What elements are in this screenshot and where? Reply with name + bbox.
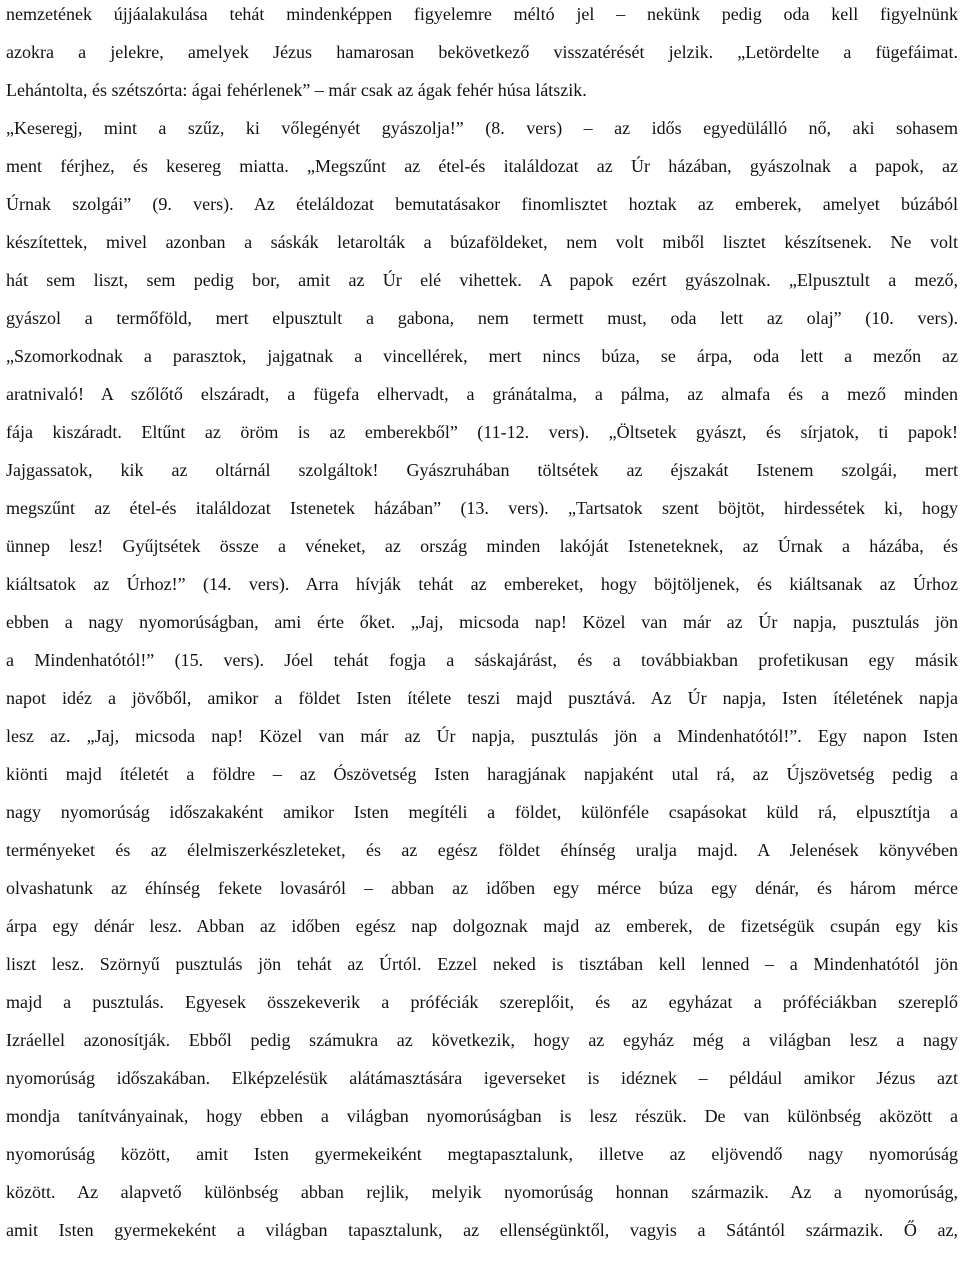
text-line: Izráellel azonosítják. Ebből pedig számukra az következik, hogy az egyház még a világban lesz a nagy xyxy=(6,1030,958,1050)
text-line: ment férjhez, és kesereg miatta. „Megszűnt az étel-és italáldozat az Úr házában, gyászolnak a papok, az xyxy=(6,156,958,176)
text-line: nagy nyomorúság időszakaként amikor Isten megítéli a földet, különféle csapásokat küld rá, elpusztítja a xyxy=(6,802,958,822)
text-line: napot idéz a jövőből, amikor a földet Isten ítélete teszi majd pusztává. Az Úr napja, Isten ítéletének napja xyxy=(6,688,958,708)
text-line: „Keseregj, mint a szűz, ki vőlegényét gyászolja!” (8. vers) – az idős egyedülálló nő, aki sohasem xyxy=(6,118,958,138)
text-line: amit Isten gyermekeként a világban tapasztalunk, az ellenségünktől, vagyis a Sátántól származik. Ő az, xyxy=(6,1220,958,1240)
text-line: Úrnak szolgái” (9. vers). Az ételáldozat bemutatásakor finomlisztet hoztak az emberek, amelyet búzából xyxy=(6,194,958,214)
text-line: ebben a nagy nyomorúságban, ami érte őket. „Jaj, micsoda nap! Közel van már az Úr napja, pusztulás jön xyxy=(6,612,958,632)
text-line: kiáltsatok az Úrhoz!” (14. vers). Arra hívják tehát az embereket, hogy böjtöljenek, és kiáltsanak az Úrhoz xyxy=(6,574,958,594)
text-line: „Szomorkodnak a parasztok, jajgatnak a vincellérek, mert nincs búza, se árpa, oda lett a mezőn az xyxy=(6,346,958,366)
text-line: nemzetének újjáalakulása tehát mindenképpen figyelemre méltó jel – nekünk pedig oda kell figyelnünk xyxy=(6,4,958,24)
text-line: aratnivaló! A szőlőtő elszáradt, a fügefa elhervadt, a gránátalma, a pálma, az almafa és a mező minden xyxy=(6,384,958,404)
text-line: fája kiszáradt. Eltűnt az öröm is az emberekből” (11-12. vers). „Öltsetek gyászt, és sírjatok, ti papok! xyxy=(6,422,958,442)
text-line: mondja tanítványainak, hogy ebben a világban nyomorúságban is lesz részük. De van különbség aközött a xyxy=(6,1106,958,1126)
text-line: Jajgassatok, kik az oltárnál szolgáltok! Gyászruhában töltsétek az éjszakát Istenem szolgái, mert xyxy=(6,460,958,480)
text-line: ünnep lesz! Gyűjtsétek össze a véneket, az ország minden lakóját Isteneteknek, az Úrnak a házába, és xyxy=(6,536,958,556)
text-line: készítettek, mivel azonban a sáskák letarolták a búzaföldeket, nem volt miből lisztet készítsenek. Ne volt xyxy=(6,232,958,252)
text-line: majd a pusztulás. Egyesek összekeverik a próféciák szereplőit, és az egyházat a próféciákban szereplő xyxy=(6,992,958,1012)
text-line: árpa egy dénár lesz. Abban az időben egész nap dolgoznak majd az emberek, de fizetségük csupán egy kis xyxy=(6,916,958,936)
text-line: között. Az alapvető különbség abban rejlik, melyik nyomorúság honnan származik. Az a nyomorúság, xyxy=(6,1182,958,1202)
text-line: kiönti majd ítéletét a földre – az Ószövetség Isten haragjának napjaként utal rá, az Újszövetség pedig a xyxy=(6,764,958,784)
text-line: terményeket és az élelmiszerkészleteket, és az egész földet éhínség uralja majd. A Jelenések könyvében xyxy=(6,840,958,860)
text-line: olvashatunk az éhínség fekete lovasáról – abban az időben egy mérce búza egy dénár, és három mérce xyxy=(6,878,958,898)
text-line: nyomorúság között, amit Isten gyermekeiként megtapasztalunk, illetve az eljövendő nagy nyomorúság xyxy=(6,1144,958,1164)
text-line: hát sem liszt, sem pedig bor, amit az Úr elé vihettek. A papok ezért gyászolnak. „Elpusztult a mező, xyxy=(6,270,958,290)
text-line: lesz az. „Jaj, micsoda nap! Közel van már az Úr napja, pusztulás jön a Mindenhatótól!”. Egy napon Isten xyxy=(6,726,958,746)
text-line: nyomorúság időszakában. Elképzelésük alátámasztására igeverseket is idéznek – például amikor Jézus azt xyxy=(6,1068,958,1088)
text-line: megszűnt az étel-és italáldozat Istenetek házában” (13. vers). „Tartsatok szent böjtöt, hirdessétek ki, hogy xyxy=(6,498,958,518)
text-line: gyászol a termőföld, mert elpusztult a gabona, nem termett must, oda lett az olaj” (10. vers). xyxy=(6,308,958,328)
text-line: a Mindenhatótól!” (15. vers). Jóel tehát fogja a sáskajárást, és a továbbiakban profetikusan egy másik xyxy=(6,650,958,670)
text-line: liszt lesz. Szörnyű pusztulás jön tehát az Úrtól. Ezzel neked is tisztában kell lenned – a Mindenhatótól jön xyxy=(6,954,958,974)
text-line: azokra a jelekre, amelyek Jézus hamarosan bekövetkező visszatérését jelzik. „Letördelte a fügefáimat. xyxy=(6,42,958,62)
text-line: Lehántolta, és szétszórta: ágai fehérlenek” – már csak az ágak fehér húsa látszik. xyxy=(6,80,587,100)
